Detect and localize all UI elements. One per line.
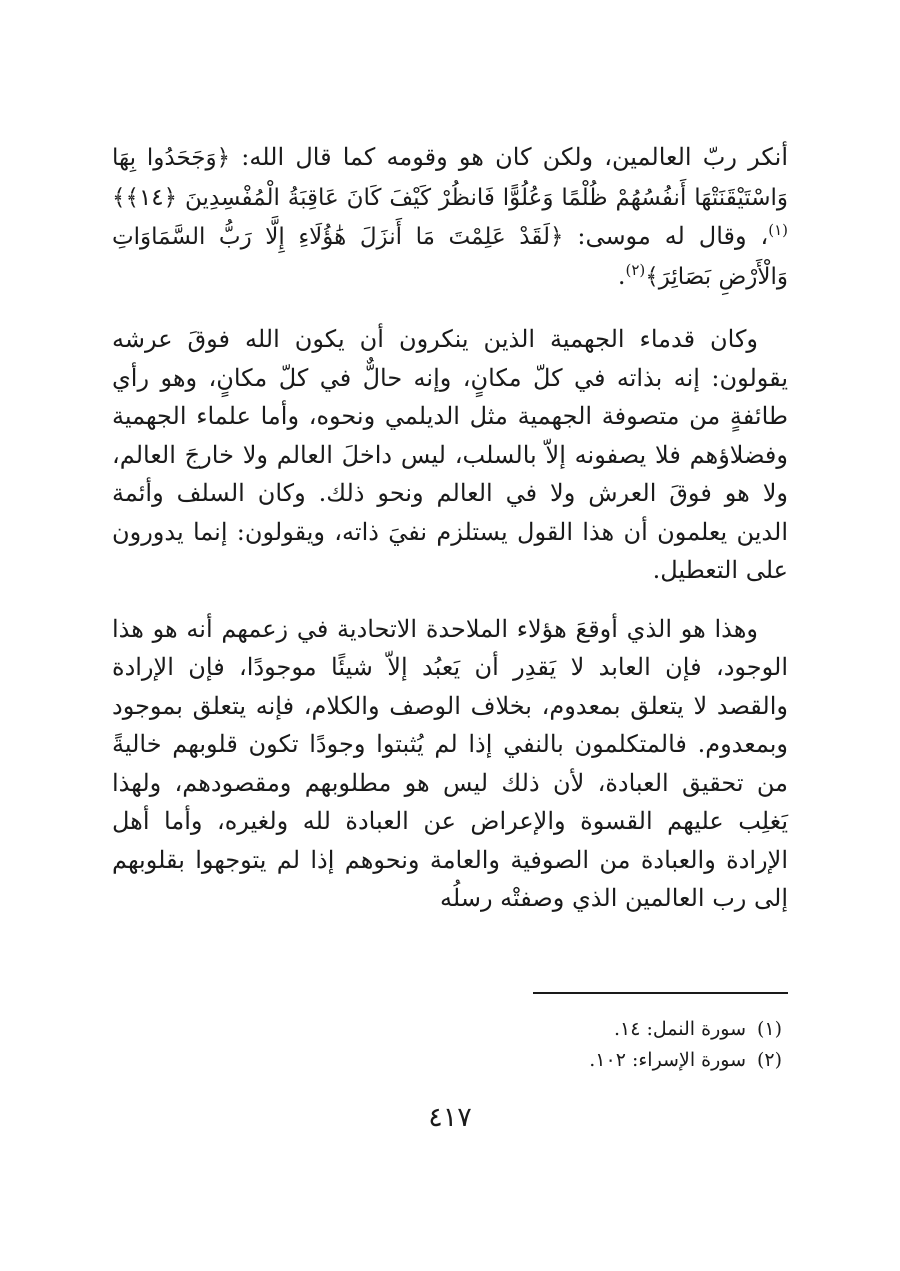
paragraph-2: وكان قدماء الجهمية الذين ينكرون أن يكون الله فوقَ عرشه يقولون: إنه بذاته في كلّ مكانٍ، وإنه حالٌّ في كلّ مكانٍ، وهو رأي طائفةٍ من متصوفة الجهمية مثل الديلمي ونحوه، وأما علماء الجهمية وفضلاؤهم فلا يصفونه إلاّ بالسلب، ليس داخلَ العالم ولا خارجَ العالم، ولا هو فوقَ العرش ولا في العالم ونحو ذلك. وكان السلف وأئمة الدين يعلمون أن هذا القول يستلزم نفيَ ذاته، ويقولون: إنما يدورون على التعطيل. — [112, 325, 788, 584]
page-number: ٤١٧ — [428, 1102, 472, 1133]
footnote-item — [112, 1045, 782, 1076]
footnote-ref-1: (١) — [768, 221, 788, 239]
footnote-number: (١) — [756, 1018, 782, 1040]
footnote-number: (٢) — [756, 1049, 782, 1071]
footnote-item — [112, 1014, 782, 1045]
paragraph-1-text-3: . — [617, 261, 626, 290]
footnote-ref-2: (٢) — [625, 260, 646, 279]
quran-verse-2: ﴿لَقَدْ عَلِمْتَ مَا أَنزَلَ هَٰؤُلَاءِ إِلَّا رَبُّ السَّمَاوَاتِ وَالْأَرْضِ بَصَائِرَ﴾ — [112, 224, 788, 290]
paragraph-1 — [112, 138, 788, 296]
footnote-text: سورة النمل: ١٤. — [614, 1018, 746, 1040]
footnote-text: سورة الإسراء: ١٠٢. — [589, 1049, 746, 1071]
footnotes-list — [112, 1014, 782, 1076]
main-text — [112, 138, 788, 918]
paragraph-1-text-1: أنكر ربّ العالمين، ولكن كان هو وقومه كما قال الله: — [230, 143, 788, 171]
paragraph-1-text-2: ، وقال له موسى: — [563, 222, 769, 250]
footnote-separator — [533, 992, 788, 994]
paragraph-3: وهذا هو الذي أوقعَ هؤلاء الملاحدة الاتحادية في زعمهم أنه هو هذا الوجود، فإن العابد لا يَقدِر أن يَعبُد إلاّ شيئًا موجودًا، فإن الإرادة والقصد لا يتعلق بمعدوم، بخلاف الوصف والكلام، فإنه يتعلق بموجود وبمعدوم. فالمتكلمون بالنفي إذا لم يُثبتوا وجودًا تكون قلوبهم خاليةً من تحقيق العبادة، لأن ذلك ليس هو مطلوبهم ومقصودهم، ولهذا يَغلِب عليهم القسوة والإعراض عن العبادة لله ولغيره، وأما أهل الإرادة والعبادة من الصوفية والعامة ونحوهم إذا لم يتوجهوا بقلوبهم إلى رب العالمين الذي وصفتْه رسلُه — [112, 614, 788, 912]
quran-verse-1: ﴿وَجَحَدُوا بِهَا وَاسْتَيْقَنَتْهَا أَنفُسُهُمْ ظُلْمًا وَعُلُوًّا فَانظُرْ كَيْفَ كَانَ عَاقِبَةُ الْمُفْسِدِينَ ﴿١٤﴾﴾ — [112, 145, 788, 211]
